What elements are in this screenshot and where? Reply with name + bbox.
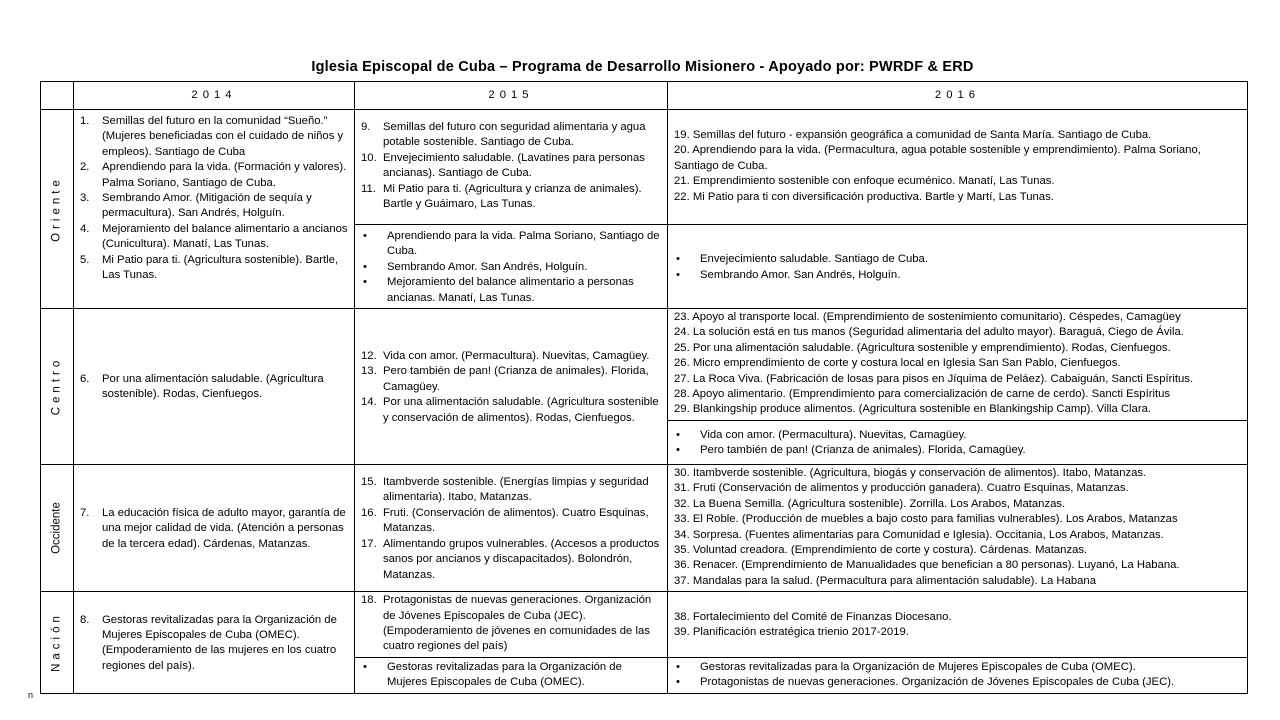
cell-oriente-2016-cont [668,225,1248,309]
page-title: Iglesia Episcopal de Cuba – Programa de Desarrollo Misionero - Apoyado por: PWRDF & ERD [311,59,974,75]
item-text: Semillas del futuro con seguridad alimentaria y agua potable sostenible. Santiago de Cuba. [383,121,646,149]
cell-nacion-2016-cont [668,657,1248,693]
list-item: 34. Sorpresa. (Fuentes alimentarias para Comunidad e Iglesia). Occitania, Los Arabos, Matanzas. [674,528,1164,541]
item-number: 4. [80,222,90,235]
list-item: 29. Blankingship produce alimentos. (Agricultura sostenible en Blankingship Camp). Villa Clara. [674,403,1152,416]
list-item: 20. Aprendiendo para la vida. (Permacultura, agua potable sostenible y emprendimiento). Palma Soriano, Santiago de Cuba. [674,144,1201,172]
list-item: • Gestoras revitalizadas para la Organización de Mujeres Episcopales de Cuba (OMEC). [355,660,661,691]
list-item: • Vida con amor. (Permacultura). Nuevitas, Camagüey. [668,428,1241,443]
item-number: 7. [80,506,90,519]
list-item: 39. Planificación estratégica trienio 2017-2019. [674,626,909,639]
year-header-2015: 2015 [355,82,668,110]
list-item: 22. Mi Patio para ti con diversificación productiva. Bartle y Martí, Las Tunas. [674,190,1054,203]
list-item: • Sembrando Amor. San Andrés, Holguín. [668,268,1241,283]
list-item [74,506,348,552]
list-item: 33. El Roble. (Producción de muebles a bajo costo para familias vulnerables). Los Arabos, Matanzas [674,513,1178,526]
list-item: 35. Voluntad creadora. (Emprendimiento de corte y costura). Cárdenas. Matanzas. [674,543,1088,556]
list-nacion-2014 [74,609,354,677]
cell-centro-2014 [74,309,355,465]
list-item [74,613,348,675]
list-item: 30. Itambverde sostenible. (Agricultura, biogás y conservación de alimentos). Itabo, Matanzas. [674,466,1147,479]
item-number: 15. [361,476,377,489]
item-text: Itambverde sostenible. (Energías limpias y seguridad alimentaria). Itabo, Matanzas. [383,476,649,504]
list-item [355,182,661,213]
item-text: Fruti. (Conservación de alimentos). Cuatro Esquinas, Matanzas. [383,506,649,535]
list-item [355,475,661,506]
year-header-2014: 2014 [74,82,355,110]
item-number: 2. [80,161,90,174]
item-number: 11. [361,182,376,195]
list-item [74,222,348,253]
region-occidente [41,464,74,591]
item-text: Mejoramiento del balance alimentario a ancianos (Cunicultura). Manatí, Las Tunas. [102,222,348,251]
item-number: 1. [80,115,90,127]
list-item: • Mejoramiento del balance alimentario a personas ancianas. Manatí, Las Tunas. [355,275,661,306]
item-number: 17. [361,537,377,550]
year-header-row [41,82,1248,110]
cell-nacion-2015-cont [355,657,668,693]
list-item: 23. Apoyo al transporte local. (Emprendimiento de sostenimiento comunitario). Céspedes, Camagüey [674,311,1181,324]
list-centro-2014 [74,368,354,405]
cell-occidente-2016 [668,464,1248,591]
cell-occidente-2015 [355,464,668,591]
cell-oriente-2015 [355,110,668,225]
corner-cell [41,82,74,110]
item-text: Pero también de pan! (Crianza de animales). Florida, Camagüey. [383,365,649,393]
cell-centro-2016 [668,309,1248,421]
list-item [355,151,661,182]
item-number: 3. [80,192,90,205]
footer-mark: n [28,690,34,700]
item-number: 18. [361,594,377,607]
list-item: 27. La Roca Viva. (Fabricación de losas para pisos en Jíquima de Peláez). Cabaiguán, Sancti Espíritus. [674,372,1194,385]
list-item [355,593,661,655]
cell-oriente-2016 [668,110,1248,225]
list-item: 25. Por una alimentación saludable. (Agricultura sostenible y emprendimiento). Rodas, Cienfuegos. [674,341,1171,354]
list-item [74,372,348,403]
list-item: 37. Mandalas para la salud. (Permacultura para alimentación saludable). La Habana [674,574,1097,587]
item-number: 12. [361,349,377,362]
list-item: • Sembrando Amor. San Andrés, Holguín. [355,260,661,275]
region-oriente [41,110,74,309]
item-text: Mi Patio para ti. (Agricultura y crianza de animales). Bartle y Guáimaro, Las Tunas. [383,182,642,211]
region-label-oriente: Oriente [50,176,63,242]
list-item [74,160,348,191]
item-text: La educación física de adulto mayor, garantía de una mejor calidad de vida. (Atención a personas de la tercera edad). Cárdenas, Matanzas. [102,506,346,550]
list-item: 32. La Buena Semilla. (Agricultura sostenible). Zorrilla. Los Arabos, Matanzas. [674,497,1066,510]
item-number: 6. [80,373,90,386]
year-header-2016: 2016 [668,82,1248,110]
list-nacion-2016 [668,606,1247,643]
item-number: 9. [361,121,371,133]
list-oriente-2014 [74,110,354,285]
region-label-nacion: Nación [50,612,63,673]
list-occidente-2016 [668,465,1247,591]
row-nacion-a [41,592,1248,658]
list-nacion-2015-cont [355,658,667,693]
row-occidente [41,464,1248,591]
item-text: Vida con amor. (Permacultura). Nuevitas, Camagüey. [383,349,650,362]
list-oriente-2016-cont [668,248,1247,285]
item-text: Mi Patio para ti. (Agricultura sostenible). Bartle, Las Tunas. [102,253,339,282]
list-item: • Aprendiendo para la vida. Palma Soriano, Santiago de Cuba. [355,229,661,260]
item-number: 5. [80,253,90,266]
item-number: 16. [361,506,377,519]
list-item [74,253,348,284]
cell-occidente-2014 [74,464,355,591]
list-centro-2015 [355,345,667,428]
list-item: • Gestoras revitalizadas para la Organización de Mujeres Episcopales de Cuba (OMEC). [668,660,1241,675]
list-nacion-2015 [355,592,667,657]
region-centro [41,309,74,465]
cell-oriente-2014 [74,110,355,309]
item-text: Semillas del futuro en la comunidad “Sueño.” (Mujeres beneficiadas con el cuidado de niños y empleos). Santiago de Cuba [102,115,344,158]
item-text: Alimentando grupos vulnerables. (Accesos a productos sanos por ancianos y discapacitados). Bolondrón, Matanzas. [383,537,660,581]
list-item: 36. Renacer. (Emprendimiento de Manualidades que benefician a 80 personas). Luyanó, La Habana. [674,559,1180,572]
region-nacion [41,592,74,693]
item-text: Envejecimiento saludable. (Lavatines para personas ancianas). Santiago de Cuba. [383,151,645,180]
region-label-centro: Centro [50,357,63,416]
item-number: 8. [80,613,90,626]
cell-nacion-2015 [355,592,668,658]
cell-nacion-2016 [668,592,1248,658]
item-text: Protagonistas de nuevas generaciones. Organización de Jóvenes Episcopales de Cuba (JEC). (Empoderamiento de jóvenes en comunidades de las cuatro regiones del país) [383,594,652,653]
list-item [355,349,661,364]
cell-centro-2015 [355,309,668,465]
list-item: • Pero también de pan! (Crianza de animales). Florida, Camagüey. [668,443,1241,458]
list-oriente-2016 [668,110,1247,207]
list-item [74,114,348,160]
list-item: 31. Fruti (Conservación de alimentos y producción ganadera). Cuatro Esquinas, Matanzas. [674,482,1129,495]
item-text: Aprendiendo para la vida. (Formación y valores). Palma Soriano, Santiago de Cuba. [102,161,347,189]
list-occidente-2014 [74,502,354,554]
list-item: 26. Micro emprendimiento de corte y costura local en Iglesia San San Pablo, Cienfuegos. [674,357,1121,370]
list-item: 21. Emprendimiento sostenible con enfoque ecuménico. Manatí, Las Tunas. [674,175,1055,188]
list-item: • Protagonistas de nuevas generaciones. Organización de Jóvenes Episcopales de Cuba (JEC). [668,675,1241,690]
list-item: 24. La solución está en tus manos (Seguridad alimentaria del adulto mayor). Baraguá, Ciego de Ávila. [674,326,1184,339]
list-item [355,537,661,583]
cell-centro-2016-cont [668,420,1248,464]
list-centro-2016 [668,309,1247,420]
item-text: Gestoras revitalizadas para la Organización de Mujeres Episcopales de Cuba (OMEC). (Empoderamiento de las mujeres en los cuatro regiones del país). [102,613,337,672]
list-item: 28. Apoyo alimentario. (Emprendimiento para comercialización de carne de cerdo). Sancti Espíritus [674,388,1171,401]
list-item [355,395,661,426]
item-number: 14. [361,396,377,409]
list-item [74,191,348,222]
item-text: Por una alimentación saludable. (Agricultura sostenible y conservación de alimentos). Rodas, Cienfuegos. [383,396,659,424]
list-centro-2016-cont [668,424,1247,461]
list-item: 19. Semillas del futuro - expansión geográfica a comunidad de Santa María. Santiago de Cuba. [674,129,1152,141]
list-item: • Envejecimiento saludable. Santiago de Cuba. [668,252,1241,267]
region-label-occidente: Occidente [50,502,63,554]
row-centro-a [41,309,1248,421]
row-oriente-a [41,110,1248,225]
list-occidente-2015 [355,471,667,585]
item-number: 10. [361,151,377,164]
list-oriente-2015-cont [355,225,667,308]
item-text: Por una alimentación saludable. (Agricultura sostenible). Rodas, Cienfuegos. [102,373,324,401]
list-item [355,364,661,395]
program-table [40,81,1248,694]
list-item [355,120,661,151]
list-nacion-2016-cont [668,658,1247,693]
cell-nacion-2014 [74,592,355,693]
list-oriente-2015 [355,110,667,214]
list-item [355,506,661,537]
cell-oriente-2015-cont [355,225,668,309]
item-number: 13. [361,365,377,378]
item-text: Sembrando Amor. (Mitigación de sequía y permacultura). San Andrés, Holguín. [102,192,312,220]
list-item: 38. Fortalecimiento del Comité de Finanzas Diocesano. [674,611,952,624]
